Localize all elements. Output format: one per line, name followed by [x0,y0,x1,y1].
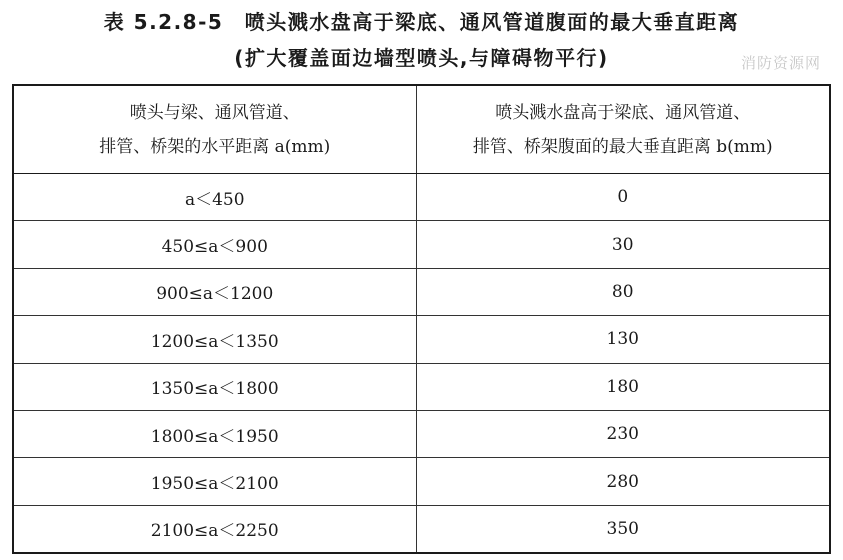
distance-table [12,84,831,554]
cell-vertical-distance: 350 [416,505,830,553]
cell-vertical-distance: 280 [416,458,830,505]
cell-horizontal-distance: 900≤a＜1200 [13,268,416,315]
watermark: 消防资源网 [740,54,821,72]
table-row [13,458,830,505]
header-vertical-distance-line1: 喷头溅水盘高于梁底、通风管道、 [495,102,751,123]
cell-vertical-distance: 180 [416,363,830,410]
cell-vertical-distance: 0 [416,174,830,221]
header-horizontal-distance-line1: 喷头与梁、通风管道、 [129,102,300,123]
table-row [13,363,830,410]
table-row [13,505,830,553]
cell-horizontal-distance: a＜450 [13,174,416,221]
cell-vertical-distance: 30 [416,221,830,268]
cell-horizontal-distance: 1200≤a＜1350 [13,316,416,363]
header-horizontal-distance [13,85,416,174]
table-row [13,174,830,221]
cell-horizontal-distance: 2100≤a＜2250 [13,505,416,553]
cell-horizontal-distance: 450≤a＜900 [13,221,416,268]
cell-horizontal-distance: 1350≤a＜1800 [13,363,416,410]
table-header-row [13,85,830,174]
table-title: 表 5.2.8-5 喷头溅水盘高于梁底、通风管道腹面的最大垂直距离 [103,10,740,34]
header-horizontal-distance-line2: 排管、桥架的水平距离 a(mm) [99,136,331,157]
table-row [13,221,830,268]
cell-horizontal-distance: 1800≤a＜1950 [13,410,416,457]
table-subtitle: (扩大覆盖面边墙型喷头,与障碍物平行) [234,46,609,70]
header-vertical-distance-line2: 排管、桥架腹面的最大垂直距离 b(mm) [472,136,773,157]
table-row [13,316,830,363]
table-row [13,410,830,457]
cell-vertical-distance: 80 [416,268,830,315]
table-row [13,268,830,315]
cell-vertical-distance: 230 [416,410,830,457]
cell-vertical-distance: 130 [416,316,830,363]
cell-horizontal-distance: 1950≤a＜2100 [13,458,416,505]
header-vertical-distance [416,85,830,174]
